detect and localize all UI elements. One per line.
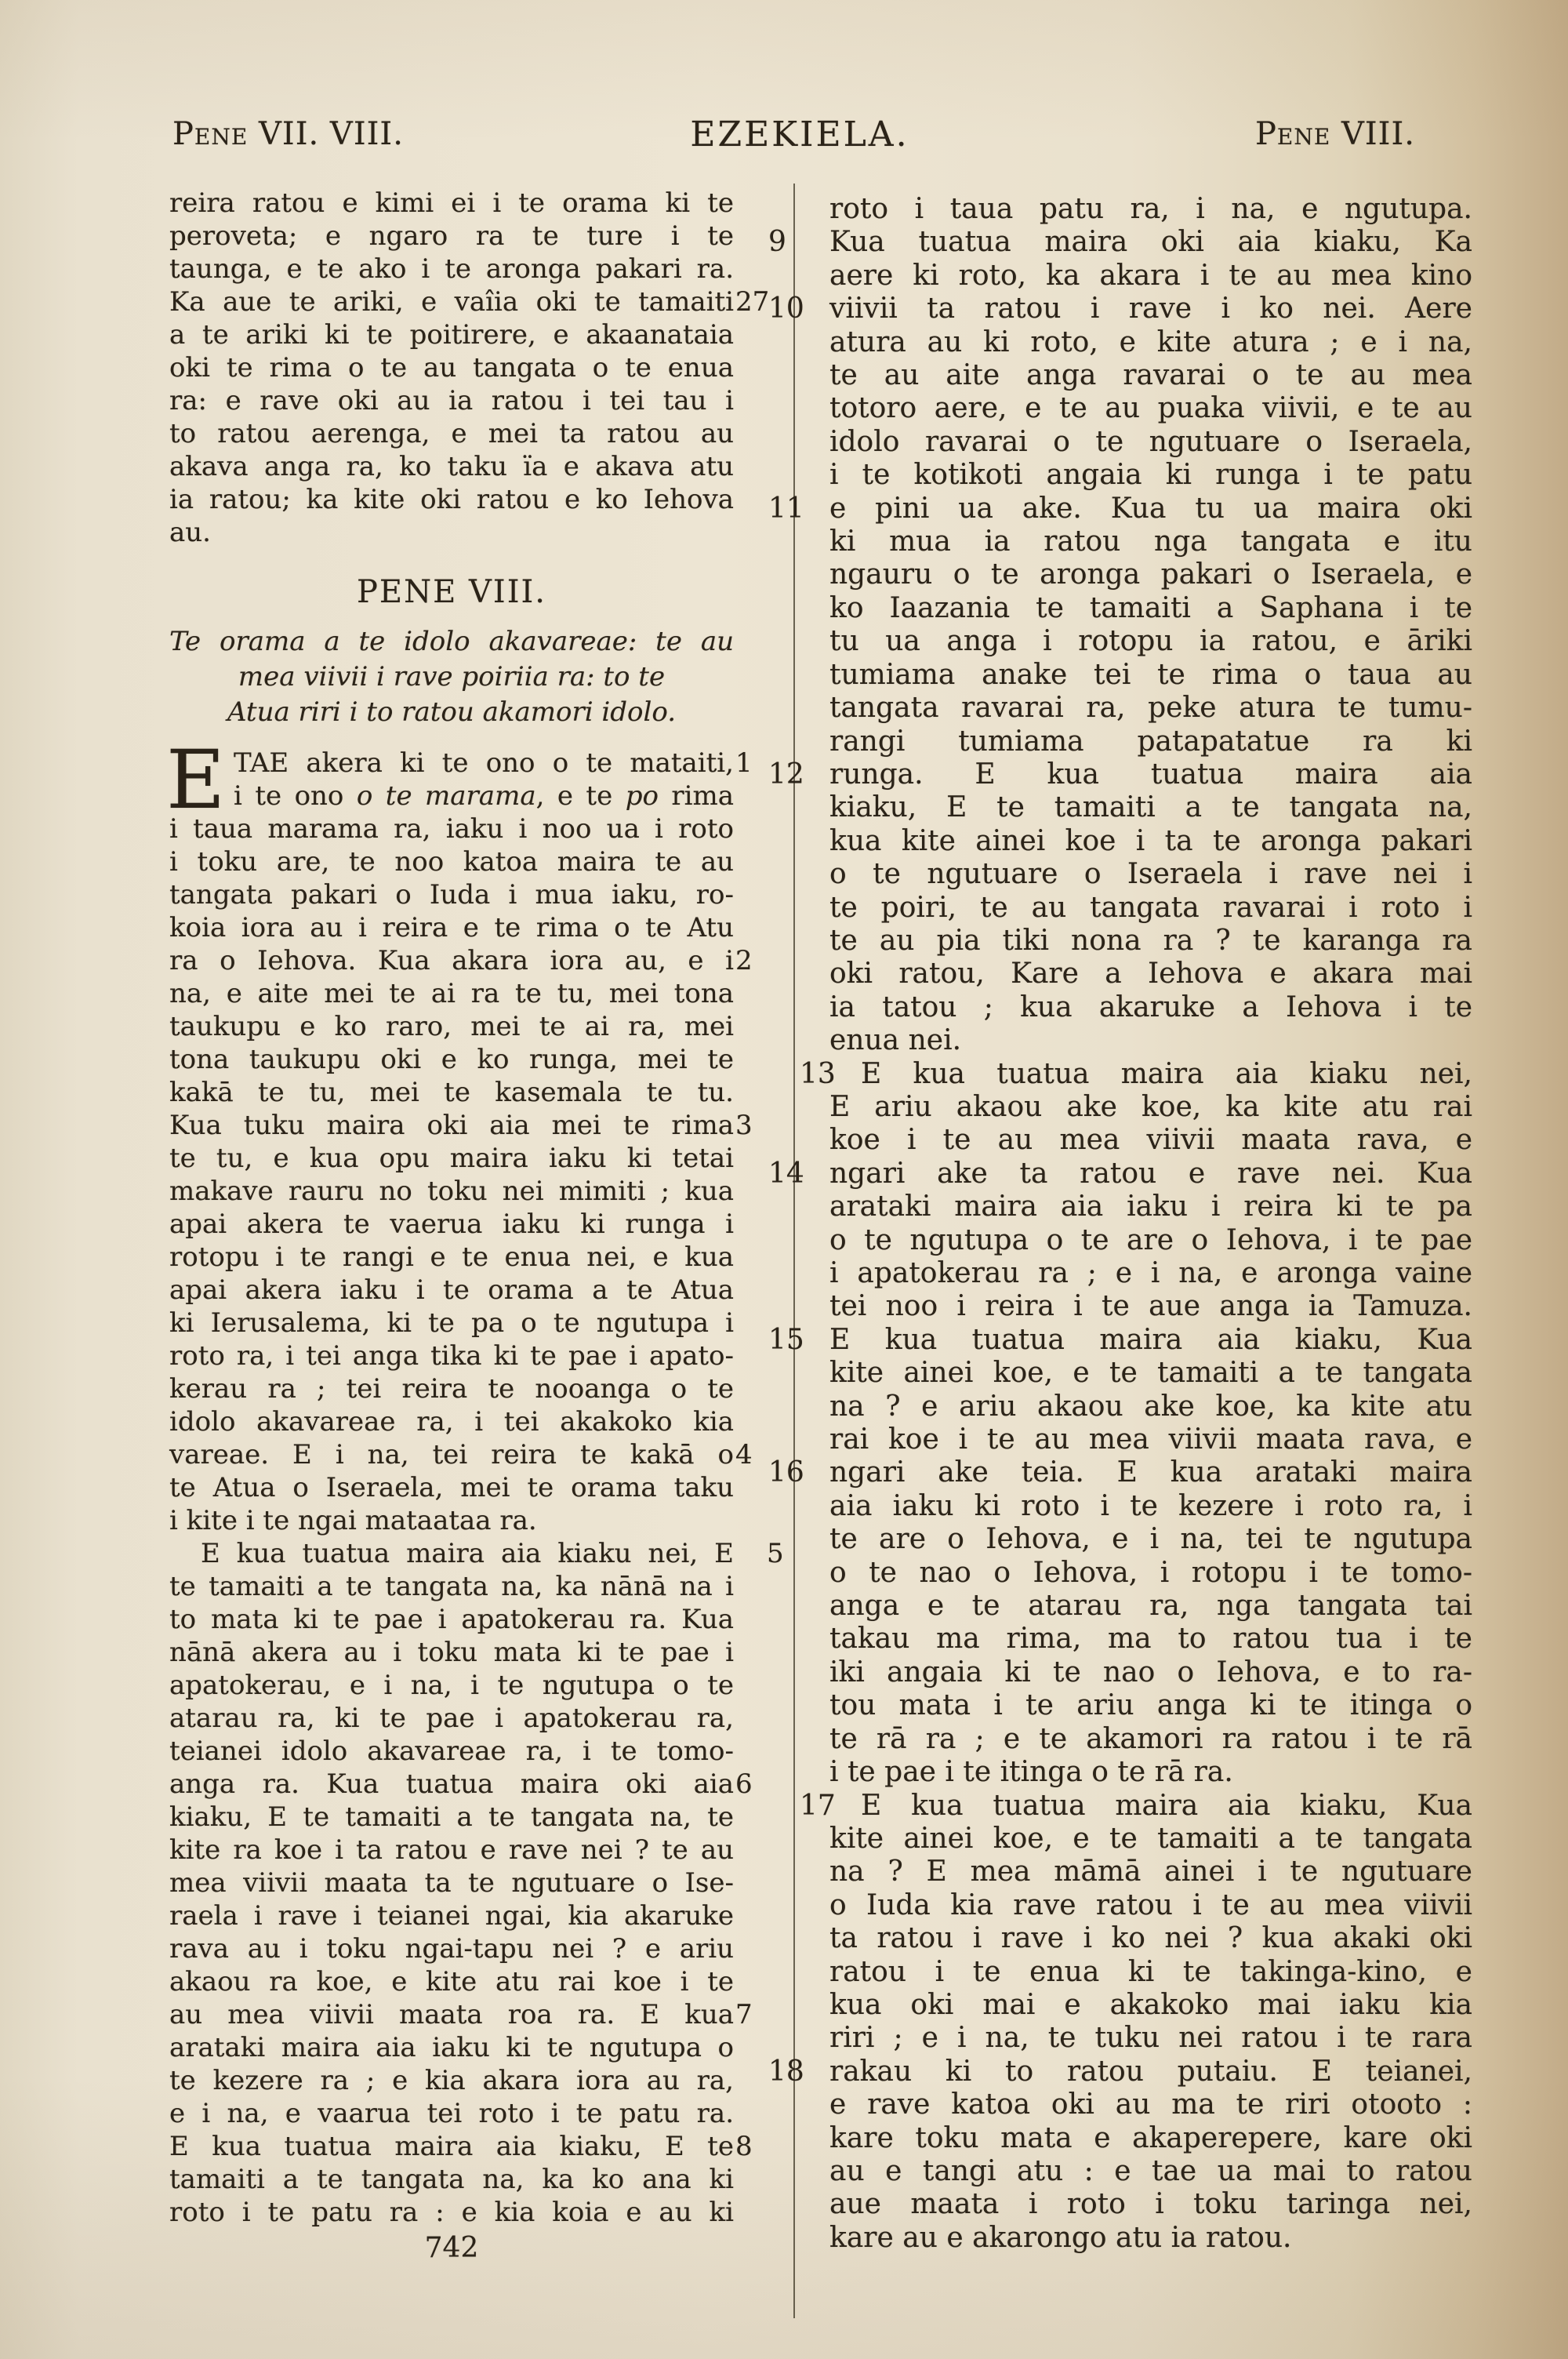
text-line: taunga, e te ako i te aronga pakari ra. <box>169 253 734 285</box>
text-line: rotopu i te rangi e te enua nei, e kua <box>169 1241 734 1273</box>
text-line: rangi tumiama patapatatue ra ki <box>829 725 1472 758</box>
text-line: peroveta; e ngaro ra te ture i te <box>169 220 734 252</box>
text-line: anga e te atarau ra, nga tangata tai <box>829 1590 1472 1623</box>
text-line: na ? e ariu akaou ake koe, ka kite atu <box>829 1390 1472 1423</box>
text-line: ngauru o te aronga pakari o Iseraela, e <box>829 558 1472 591</box>
text-line: kite ainei koe, e te tamaiti a te tangata <box>829 1822 1472 1855</box>
text-column-right <box>768 193 1472 2255</box>
text-line: TAE akera ki te ono o te mataiti, 1 <box>169 747 734 780</box>
text-line: arataki maira aia iaku ki te ngutupa o <box>169 2032 734 2063</box>
verse-number: 3 <box>735 1110 753 1141</box>
text-line: ko Iaazania te tamaiti a Saphana i te <box>829 591 1472 624</box>
text-line: kiaku, E te tamaiti a te tangata na, <box>829 791 1472 824</box>
text-line: raela i rave i teianei ngai, kia akaruke <box>169 1900 734 1932</box>
text-line: i te ono o te marama, e te po rima <box>234 780 735 812</box>
text-line: E ariu akaou ake koe, ka kite atu rai <box>829 1090 1472 1123</box>
text-line: apai akera iaku i te orama a te Atua <box>169 1274 734 1306</box>
verse-number: 9 <box>768 226 786 259</box>
text-line: kiaku, E te tamaiti a te tangata na, te <box>169 1801 734 1833</box>
text-line: akaou ra koe, e kite atu rai koe i te <box>169 1966 734 1997</box>
running-head-left: Pene VII. VIII. <box>172 116 404 152</box>
verse-number: 2 <box>735 945 753 976</box>
text-line: o te ngutuare o Iseraela i rave nei i <box>829 858 1472 891</box>
text-line: i apatokerau ra ; e i na, e aronga vaine <box>829 1257 1472 1289</box>
text-line: te tamaiti a te tangata na, ka nānā na i <box>169 1571 734 1602</box>
text-line: atarau ra, ki te pae i apatokerau ra, <box>169 1703 734 1734</box>
text-line: E kua tuatua maira aia kiaku, Kua 15 <box>768 1323 1472 1356</box>
text-line: ngari ake ta ratou e rave nei. Kua 14 <box>768 1157 1472 1190</box>
text-line: ia tatou ; kua akaruke a Iehova i te <box>829 990 1472 1023</box>
text-line: ki Ierusalema, ki te pa o te ngutupa i <box>169 1307 734 1339</box>
text-line: o te nao o Iehova, i rotopu i te tomo- <box>829 1556 1472 1589</box>
text-line: i te pae i te itinga o te rā ra. <box>829 1756 1233 1789</box>
text-line: E kua tuatua maira aia kiaku nei, E 5 <box>201 1538 784 1569</box>
text-line: riri ; e i na, te tuku nei ratou i te rara <box>829 2022 1472 2055</box>
text-line: tumiama anake tei te rima o taua au <box>829 658 1472 691</box>
drop-cap-letter: E <box>166 733 226 827</box>
verse-number: 13 <box>800 1057 836 1090</box>
text-line: koe i te au mea viivii maata rava, e <box>829 1124 1472 1157</box>
text-line: i te kotikoti angaia ki runga i te patu <box>829 459 1472 492</box>
text-line: Kua tuku maira oki aia mei te rima 3 <box>169 1109 734 1142</box>
verse-number: 16 <box>768 1456 804 1489</box>
text-line: apatokerau, e i na, i te ngutupa o te <box>169 1670 734 1701</box>
running-head-title: EZEKIELA. <box>690 114 909 154</box>
verse-number: 6 <box>735 1768 753 1800</box>
text-line: ra: e rave oki au ia ratou i tei tau i <box>169 385 734 416</box>
chapter-summary <box>169 624 734 730</box>
text-line: tou mata i te ariu anga ki te itinga o <box>829 1689 1472 1722</box>
text-line: kua oki mai e akakoko mai iaku kia <box>829 1988 1472 2021</box>
text-line: E kua tuatua maira aia kiaku, Kua 17 <box>829 1790 1472 1823</box>
verse-number: 7 <box>735 1999 753 2030</box>
text-line: te au pia tiki nona ra ? te karanga ra <box>829 924 1472 957</box>
text-line: apai akera te vaerua iaku ki runga i <box>169 1209 734 1240</box>
verse-number: 1 <box>735 747 753 779</box>
text-line: tei noo i reira i te aue anga ia Tamuza. <box>829 1290 1472 1323</box>
chapter8-verses-block <box>166 733 784 2229</box>
text-line: mea viivii maata ta te ngutuare o Ise- <box>169 1867 734 1899</box>
verse-number: 17 <box>800 1789 836 1822</box>
text-line: runga. E kua tuatua maira aia 12 <box>768 758 1472 791</box>
verse-number: 15 <box>768 1323 804 1356</box>
text-line: roto ra, i tei anga tika ki te pae i apato- <box>169 1340 734 1372</box>
text-line: Atua riri i to ratou akamori idolo. <box>227 696 677 728</box>
text-line: o te ngutupa o te are o Iehova, i te pae <box>829 1223 1472 1256</box>
text-line: au. <box>169 517 211 548</box>
text-line: kua kite ainei koe i ta te aronga pakari <box>829 824 1472 857</box>
text-line: e pini ua ake. Kua tu ua maira oki 11 <box>768 492 1472 525</box>
text-line: i toku are, te noo katoa maira te au <box>169 846 734 878</box>
text-line: rava au i toku ngai-tapu nei ? e ariu <box>169 1933 734 1965</box>
text-line: Kua tuatua maira oki aia kiaku, Ka 9 <box>768 226 1472 259</box>
text-line: viivii ta ratou i rave i ko nei. Aere 10 <box>768 293 1472 325</box>
text-line: reira ratou e kimi ei i te orama ki te <box>169 187 734 219</box>
text-line: a te ariki ki te poitirere, e akaanataia <box>169 319 734 351</box>
text-line: E kua tuatua maira aia kiaku, E te 8 <box>169 2130 734 2163</box>
verse-number: 12 <box>768 758 804 791</box>
text-line: nānā akera au i toku mata ki te pae i <box>169 1637 734 1668</box>
text-line: kare au e akarongo atu ia ratou. <box>829 2221 1292 2254</box>
verse-number: 27 <box>735 286 770 318</box>
text-line: roto i te patu ra : e kia koia e au ki <box>169 2197 734 2228</box>
text-line: koia iora au i reira e te rima o te Atu <box>169 912 734 943</box>
text-line: kite ra koe i ta ratou e rave nei ? te au <box>169 1834 734 1866</box>
verse-number: 8 <box>735 2131 753 2162</box>
text-line: akava anga ra, ko taku ïa e akava atu <box>169 451 734 482</box>
chapter-heading: PENE VIII. <box>356 574 547 610</box>
text-column-left <box>166 187 784 2229</box>
text-line: anga ra. Kua tuatua maira oki aia 6 <box>169 1768 734 1801</box>
text-line: ki mua ia ratou nga tangata e itu <box>829 525 1472 558</box>
text-line: tona taukupu oki e ko runga, mei te <box>169 1044 734 1075</box>
text-line: tamaiti a te tangata na, ka ko ana ki <box>169 2164 734 2195</box>
verse-number: 11 <box>768 492 804 525</box>
text-line: e rave katoa oki au ma te riri otooto : <box>829 2088 1472 2121</box>
text-line: kakā te tu, mei te kasemala te tu. <box>169 1077 734 1108</box>
text-line: aia iaku ki roto i te kezere i roto ra, i <box>829 1489 1472 1522</box>
text-line: mea viivii i rave poiriia ra: to te <box>238 661 666 692</box>
text-line: ngari ake teia. E kua arataki maira 16 <box>768 1456 1472 1489</box>
text-line: E kua tuatua maira aia kiaku nei, 13 <box>829 1058 1472 1091</box>
text-line: rai koe i te au mea viivii maata rava, e <box>829 1423 1472 1456</box>
text-line: teianei idolo akavareae ra, i te tomo- <box>169 1736 734 1767</box>
verse-number: 4 <box>735 1439 753 1470</box>
text-line: kerau ra ; tei reira te nooanga o te <box>169 1373 734 1405</box>
text-line: o Iuda kia rave ratou i te au mea viivii <box>829 1888 1472 1921</box>
verse-number: 14 <box>768 1157 804 1190</box>
text-line: atura au ki roto, e kite atura ; e i na, <box>829 325 1472 358</box>
text-line: tangata ravarai ra, peke atura te tumu- <box>829 692 1472 725</box>
verse-number: 10 <box>768 293 804 325</box>
text-line: ratou i te enua ki te takinga-kino, e <box>829 1955 1472 1988</box>
text-line: ia ratou; ka kite oki ratou e ko Iehova <box>169 484 734 515</box>
text-line: to mata ki te pae i apatokerau ra. Kua <box>169 1604 734 1635</box>
text-line: au mea viivii maata roa ra. E kua 7 <box>169 1998 734 2031</box>
chapter7-ending-block <box>169 187 770 549</box>
text-line: ra o Iehova. Kua akara iora au, e i 2 <box>169 944 734 977</box>
text-line: ta ratou i rave i ko nei ? kua akaki oki <box>829 1922 1472 1955</box>
text-line: aere ki roto, ka akara i te au mea kino <box>829 259 1472 292</box>
text-line: au e tangi atu : e tae ua mai to ratou <box>829 2154 1472 2187</box>
text-line: idolo akavareae ra, i tei akakoko kia <box>169 1406 734 1438</box>
text-line: i taua marama ra, iaku i noo ua i roto <box>169 813 734 845</box>
text-line: roto i taua patu ra, i na, e ngutupa. <box>829 193 1472 225</box>
text-line: aue maata i roto i toku taringa nei, <box>829 2188 1472 2221</box>
text-line: na, e aite mei te ai ra te tu, mei tona <box>169 978 734 1009</box>
text-line: to ratou aerenga, e mei ta ratou au <box>169 418 734 449</box>
running-head-right: Pene VIII. <box>1254 116 1415 152</box>
verse-number: 18 <box>768 2055 804 2088</box>
text-line: iki angaia ki te nao o Iehova, e to ra- <box>829 1656 1472 1688</box>
text-line: kite ainei koe, e te tamaiti a te tangata <box>829 1357 1472 1390</box>
text-line: te kezere ra ; e kia akara iora au ra, <box>169 2065 734 2096</box>
text-line: taukupu e ko raro, mei te ai ra, mei <box>169 1011 734 1042</box>
text-line: makave rauru no toku nei mimiti ; kua <box>169 1176 734 1207</box>
text-line: tangata pakari o Iuda i mua iaku, ro- <box>169 879 734 911</box>
text-line: te are o Iehova, e i na, tei te ngutupa <box>829 1523 1472 1556</box>
text-line: takau ma rima, ma to ratou tua i te <box>829 1623 1472 1656</box>
text-line: totoro aere, e te au puaka viivii, e te au <box>829 392 1472 425</box>
text-line: oki te rima o te au tangata o te enua <box>169 352 734 383</box>
text-line: Te orama a te idolo akavareae: te au <box>169 626 734 657</box>
text-line: te Atua o Iseraela, mei te orama taku <box>169 1472 734 1503</box>
text-line: e i na, e vaarua tei roto i te patu ra. <box>169 2098 734 2129</box>
text-line: arataki maira aia iaku i reira ki te pa <box>829 1190 1472 1223</box>
text-line: Ka aue te ariki, e vaîia oki te tamaiti 27 <box>169 285 734 318</box>
text-line: oki ratou, Kare a Iehova e akara mai <box>829 958 1472 990</box>
text-line: i kite i te ngai mataataa ra. <box>169 1505 537 1536</box>
text-line: te rā ra ; e te akamori ra ratou i te rā <box>829 1722 1472 1755</box>
text-line: te tu, e kua opu maira iaku ki tetai <box>169 1143 734 1174</box>
text-line: idolo ravarai o te ngutuare o Iseraela, <box>829 425 1472 458</box>
text-line: na ? E mea māmā ainei i te ngutuare <box>829 1856 1472 1888</box>
text-line: kare toku mata e akaperepere, kare oki <box>829 2121 1472 2154</box>
verse-number: 5 <box>767 1538 784 1569</box>
text-line: enua nei. <box>829 1024 962 1057</box>
text-line: tu ua anga i rotopu ia ratou, e āriki <box>829 625 1472 658</box>
text-line: te au aite anga ravarai o te au mea <box>829 359 1472 392</box>
text-line: rakau ki to ratou putaiu. E teianei, 18 <box>768 2055 1472 2088</box>
chapter8-verses-continued <box>768 193 1472 2255</box>
text-line: vareae. E i na, tei reira te kakā o 4 <box>169 1438 734 1471</box>
text-line: te poiri, te au tangata ravarai i roto i <box>829 891 1472 924</box>
page-number: 742 <box>424 2232 479 2264</box>
